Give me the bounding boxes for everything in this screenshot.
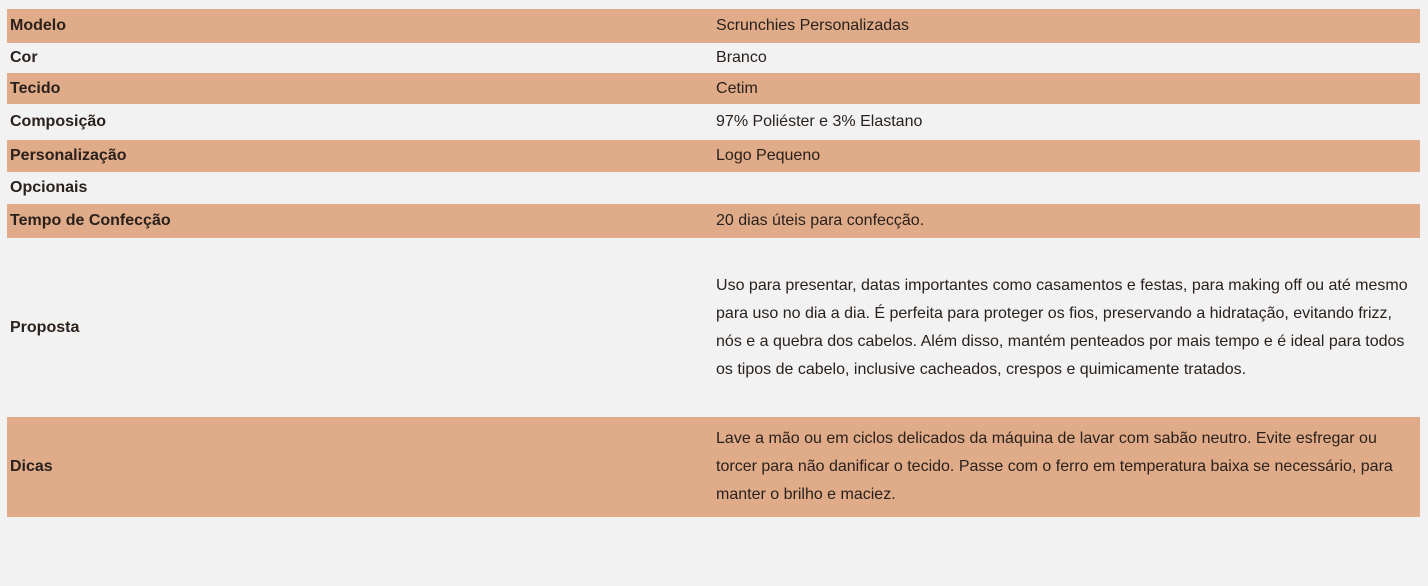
table-row-proposta (7, 238, 1420, 417)
row-value: 97% Poliéster e 3% Elastano (713, 104, 1420, 140)
table-row-tecido (7, 73, 1420, 104)
row-label: Tecido (7, 73, 713, 104)
row-label: Personalização (7, 140, 713, 172)
table-row-cor (7, 43, 1420, 73)
row-label: Proposta (7, 238, 713, 417)
row-value (713, 172, 1420, 204)
row-label: Modelo (7, 9, 713, 43)
table-row-tempo-de-confeccao (7, 204, 1420, 238)
row-label: Composição (7, 104, 713, 140)
row-value: Branco (713, 43, 1420, 73)
row-label: Tempo de Confecção (7, 204, 713, 238)
row-label: Cor (7, 43, 713, 73)
row-label: Dicas (7, 417, 713, 517)
row-value: Cetim (713, 73, 1420, 104)
row-value: 20 dias úteis para confecção. (713, 204, 1420, 238)
table-row-modelo (7, 9, 1420, 43)
row-label: Opcionais (7, 172, 713, 204)
table-row-dicas (7, 417, 1420, 517)
row-value: Logo Pequeno (713, 140, 1420, 172)
row-value: Scrunchies Personalizadas (713, 9, 1420, 43)
table-row-opcionais (7, 172, 1420, 204)
row-value: Lave a mão ou em ciclos delicados da máquina de lavar com sabão neutro. Evite esfregar ou torcer para não danificar o tecido. Passe com o ferro em temperatura baixa se necessário, para manter o brilho e maciez. (713, 417, 1420, 517)
product-spec-table (7, 9, 1420, 517)
row-value: Uso para presentar, datas importantes como casamentos e festas, para making off ou até mesmo para uso no dia a dia. É perfeita para proteger os fios, preservando a hidratação, evitando frizz, nós e a quebra dos cabelos. Além disso, mantém penteados por mais tempo e é ideal para todos os tipos de cabelo, inclusive cacheados, crespos e quimicamente tratados. (713, 238, 1420, 417)
table-row-personalizacao (7, 140, 1420, 172)
table-row-composicao (7, 104, 1420, 140)
